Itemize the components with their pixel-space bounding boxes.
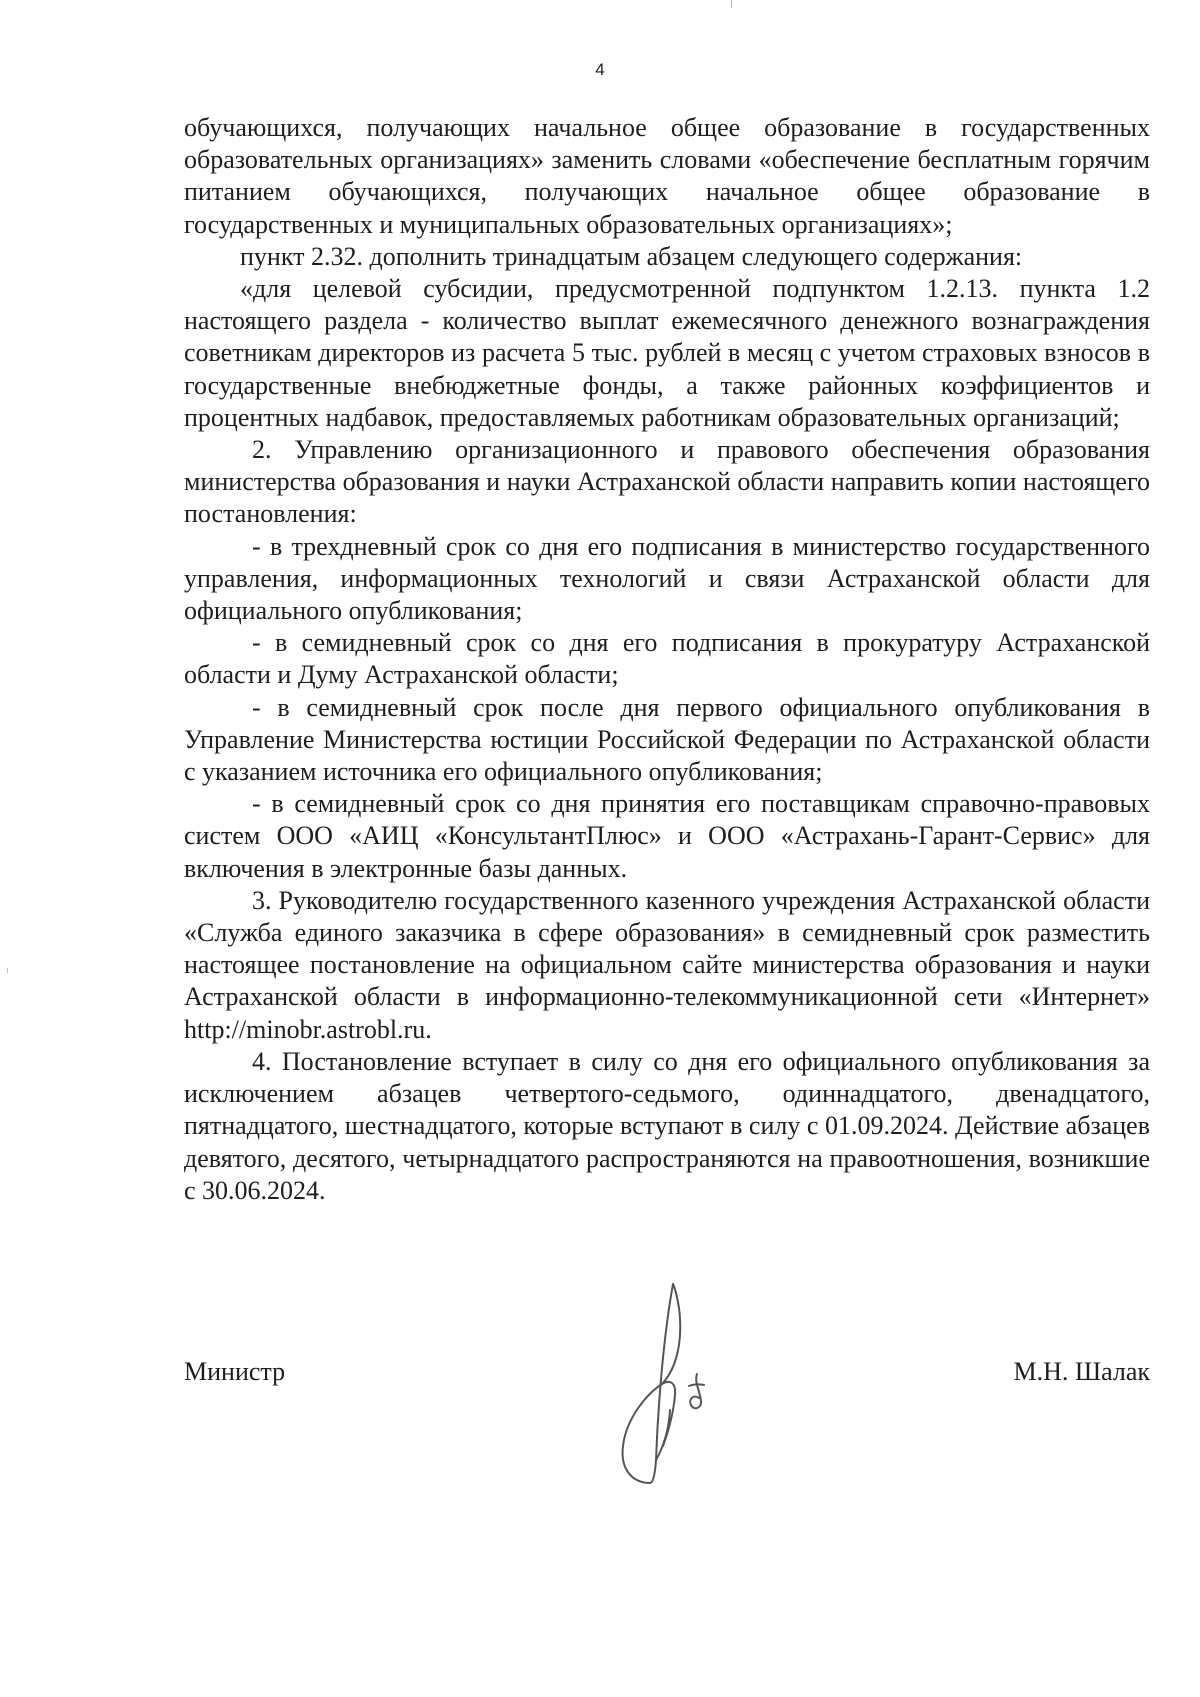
paragraph-item-2: 2. Управлению организационного и правового обеспечения образования министерства образования и науки Астраханской области направить копии настоящего постановления: (184, 435, 1150, 529)
paragraph-continuation: обучающихся, получающих начальное общее образование в государственных образовательных организациях» заменить словами «обеспечение бесплатным горячим питанием обучающихся, получающих начальное общее образование в государственных и муниципальных образовательных организациях»; (184, 113, 1150, 239)
scan-artifact-top (731, 0, 732, 8)
paragraph-item-2-dash-3: - в семидневный срок после дня первого официального опубликования в Управление Министерства юстиции Российской Федерации по Астраханской области с указанием источника его официального опубликования; (184, 692, 1150, 787)
signature-block (184, 1357, 1150, 1397)
paragraph-item-4: 4. Постановление вступает в силу со дня его официального опубликования за исключением абзацев четвертого-седьмого, одиннадцатого, двенадцатого, пятнадцатого, шестнадцатого, которые вступают в силу с 01.09.2024. Действие абзацев девятого, десятого, четырнадцатого распространяются на правоотношения, возникшие с 30.06.2024. (184, 1046, 1150, 1205)
paragraph-subsidy-text: «для целевой субсидии, предусмотренной подпунктом 1.2.13. пункта 1.2 настоящего раздела - количество выплат ежемесячного денежного вознаграждения советникам директоров из расчета 5 тыс. рублей в месяц с учетом страховых взносов в государственные внебюджетные фонды, а также районных коэффициентов и процентных надбавок, предоставляемых работникам образовательных организаций; (184, 274, 1150, 432)
paragraph-item-2-dash-1: - в трехдневный срок со дня его подписания в министерство государственного управления, информационных технологий и связи Астраханской области для официального опубликования; (184, 531, 1150, 626)
signatory-name: М.Н. Шалак (1013, 1357, 1150, 1386)
paragraph-item-2-dash-4: - в семидневный срок со дня принятия его поставщикам справочно-правовых систем ООО «АИЦ «КонсультантПлюс» и ООО «Астрахань-Гарант-Сервис» для включения в электронные базы данных. (184, 789, 1150, 883)
paragraph-item-2-dash-2: - в семидневный срок со дня его подписания в прокуратуру Астраханской области и Думу Астраханской области; (184, 628, 1150, 690)
paragraph-clause-2-32: пункт 2.32. дополнить тринадцатым абзацем следующего содержания: (240, 241, 1023, 271)
scan-artifact-left (7, 968, 8, 973)
document-body (184, 112, 1150, 1207)
paragraph-item-3: 3. Руководителю государственного казенного учреждения Астраханской области «Служба единого заказчика в сфере образования» в семидневный срок разместить настоящее постановление на официальном сайте министерства образования и науки Астраханской области в информационно-телекоммуникационной сети «Интернет» http://minobr.astrobl.ru. (184, 885, 1150, 1044)
page-number: 4 (595, 60, 605, 79)
signatory-title: Министр (184, 1357, 286, 1386)
